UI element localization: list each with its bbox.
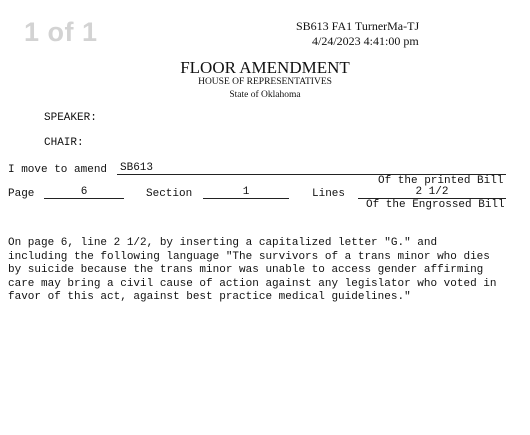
amendment-text: On page 6, line 2 1/2, by inserting a capitalized letter "G." and including the following language "The survivors of a trans minor who dies by suicide because the trans minor was unable to access gender affirming care may bring a civil cause of action against any legislator who voted in favor of this act, against best practice medical guidelines.": [8, 237, 497, 303]
page-counter: 1 of 1: [24, 17, 98, 47]
bill-number: SB613: [120, 162, 154, 174]
move-to-amend-label: I move to amend: [8, 164, 108, 176]
lines-label: Lines: [312, 188, 346, 200]
document-chamber: HOUSE OF REPRESENTATIVES: [198, 77, 332, 87]
section-label: Section: [146, 188, 193, 200]
document-title: FLOOR AMENDMENT: [180, 58, 350, 77]
page-value: 6: [80, 186, 88, 198]
page-underline: [44, 198, 124, 199]
printed-bill-label: Of the printed Bill: [378, 175, 504, 187]
document-id: SB613 FA1 TurnerMa-TJ: [296, 19, 420, 33]
lines-value: 2 1/2: [415, 186, 449, 198]
section-underline: [203, 198, 289, 199]
document-timestamp: 4/24/2023 4:41:00 pm: [312, 34, 419, 48]
speaker-label: SPEAKER:: [44, 112, 97, 124]
document-state: State of Oklahoma: [229, 90, 301, 100]
section-value: 1: [242, 186, 250, 198]
page-label: Page: [8, 188, 35, 200]
chair-label: CHAIR:: [44, 137, 84, 149]
engrossed-bill-label: Of the Engrossed Bill: [366, 199, 505, 211]
